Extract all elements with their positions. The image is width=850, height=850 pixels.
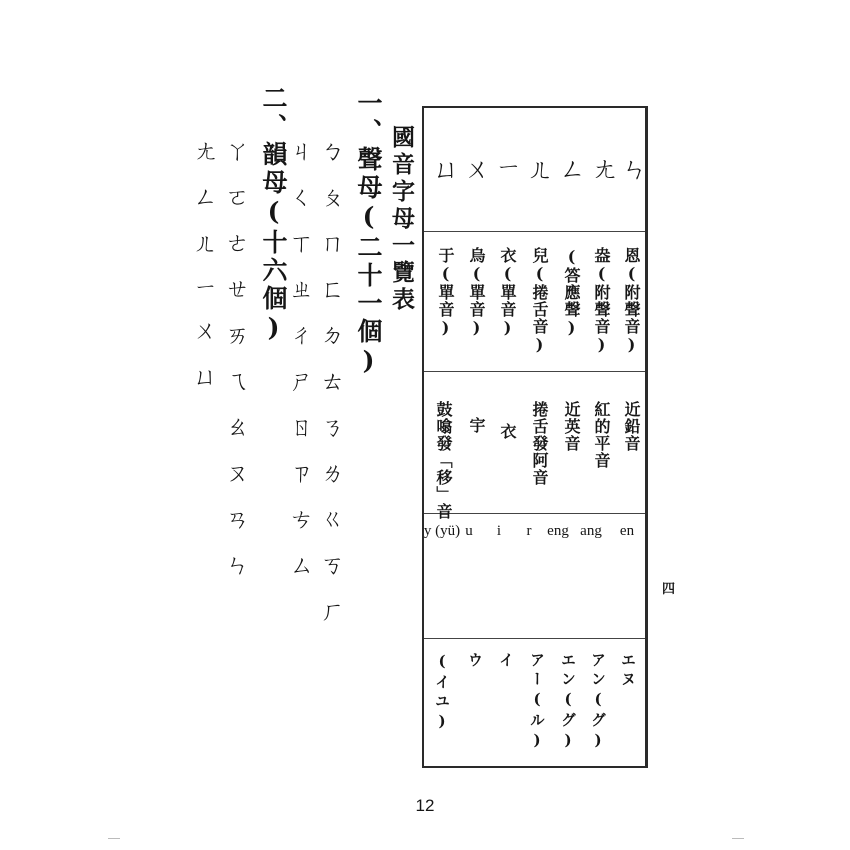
table-romanization: u [465,523,473,539]
table-description: 紅的平音 [592,401,611,469]
description-row [424,371,645,520]
table-description: 近鉛音 [622,401,641,452]
table-kana: イ [497,652,515,671]
section1-heading: 一、聲母(二十一個) [354,90,383,378]
table-symbol: ㄩ [429,155,459,182]
table-symbol: ㄦ [523,155,553,182]
table-name: 于(單音) [436,247,455,338]
table-description: 衣 [498,423,517,440]
table-description: 捲舌發阿音 [530,401,549,486]
table-kana: ウ [466,652,484,671]
table-symbol: ㄨ [460,155,490,182]
name-row [424,231,645,371]
table-romanization: ang [580,523,602,539]
initials-column-2: ㄐㄑㄒㄓㄔㄕㄖㄗㄘㄙ [285,138,313,598]
table-kana: (イユ) [433,652,451,734]
table-romanization: en [619,523,635,539]
finals-column-1: ㄚㄛㄜㄝㄞㄟㄠㄡㄢㄣ [221,138,249,598]
table-name: 烏(單音) [467,247,486,338]
table-symbol: ㄥ [555,155,585,182]
table-romanization: y (yü) [423,523,461,539]
table-description: 宇 [467,417,486,434]
table-romanization: eng [547,523,569,539]
crop-mark [108,838,120,839]
finals-column-2: ㄤㄥㄦㄧㄨㄩ [189,138,217,410]
kana-row [424,638,645,766]
romanization-row [424,513,645,638]
table-description: 近英音 [562,401,581,452]
section2-heading: 二、韻母(十六個) [259,85,288,345]
table-kana: エヌ [619,652,637,690]
table-romanization: r [526,523,532,539]
page-title: 國音字母一覽表 [388,125,415,314]
table-symbol: ㄤ [587,155,617,182]
crop-mark [732,838,744,839]
table-name: 衣(單音) [498,247,517,338]
table-symbol: ㄣ [617,155,647,182]
table-name: 盎(附聲音) [592,247,611,355]
page-number: 12 [415,796,435,815]
table-name: 恩(附聲音) [622,247,641,355]
table-name: 兒(捲舌音) [530,247,549,355]
phonetic-table [422,106,648,768]
table-kana: アー(ル) [528,652,546,753]
side-section-mark: 四 [662,582,676,597]
table-name: (答應聲) [562,247,581,338]
table-kana: アン(グ) [589,652,607,753]
symbol-row [424,108,645,231]
table-symbol: ㄧ [491,155,521,177]
table-romanization: i [496,523,502,539]
initials-column-1: ㄅㄆㄇㄈㄉㄊㄋㄌㄍㄎㄏ [316,138,344,644]
table-kana: エン(グ) [559,652,577,753]
table-description: 鼓噏發「移」音 [434,401,453,520]
